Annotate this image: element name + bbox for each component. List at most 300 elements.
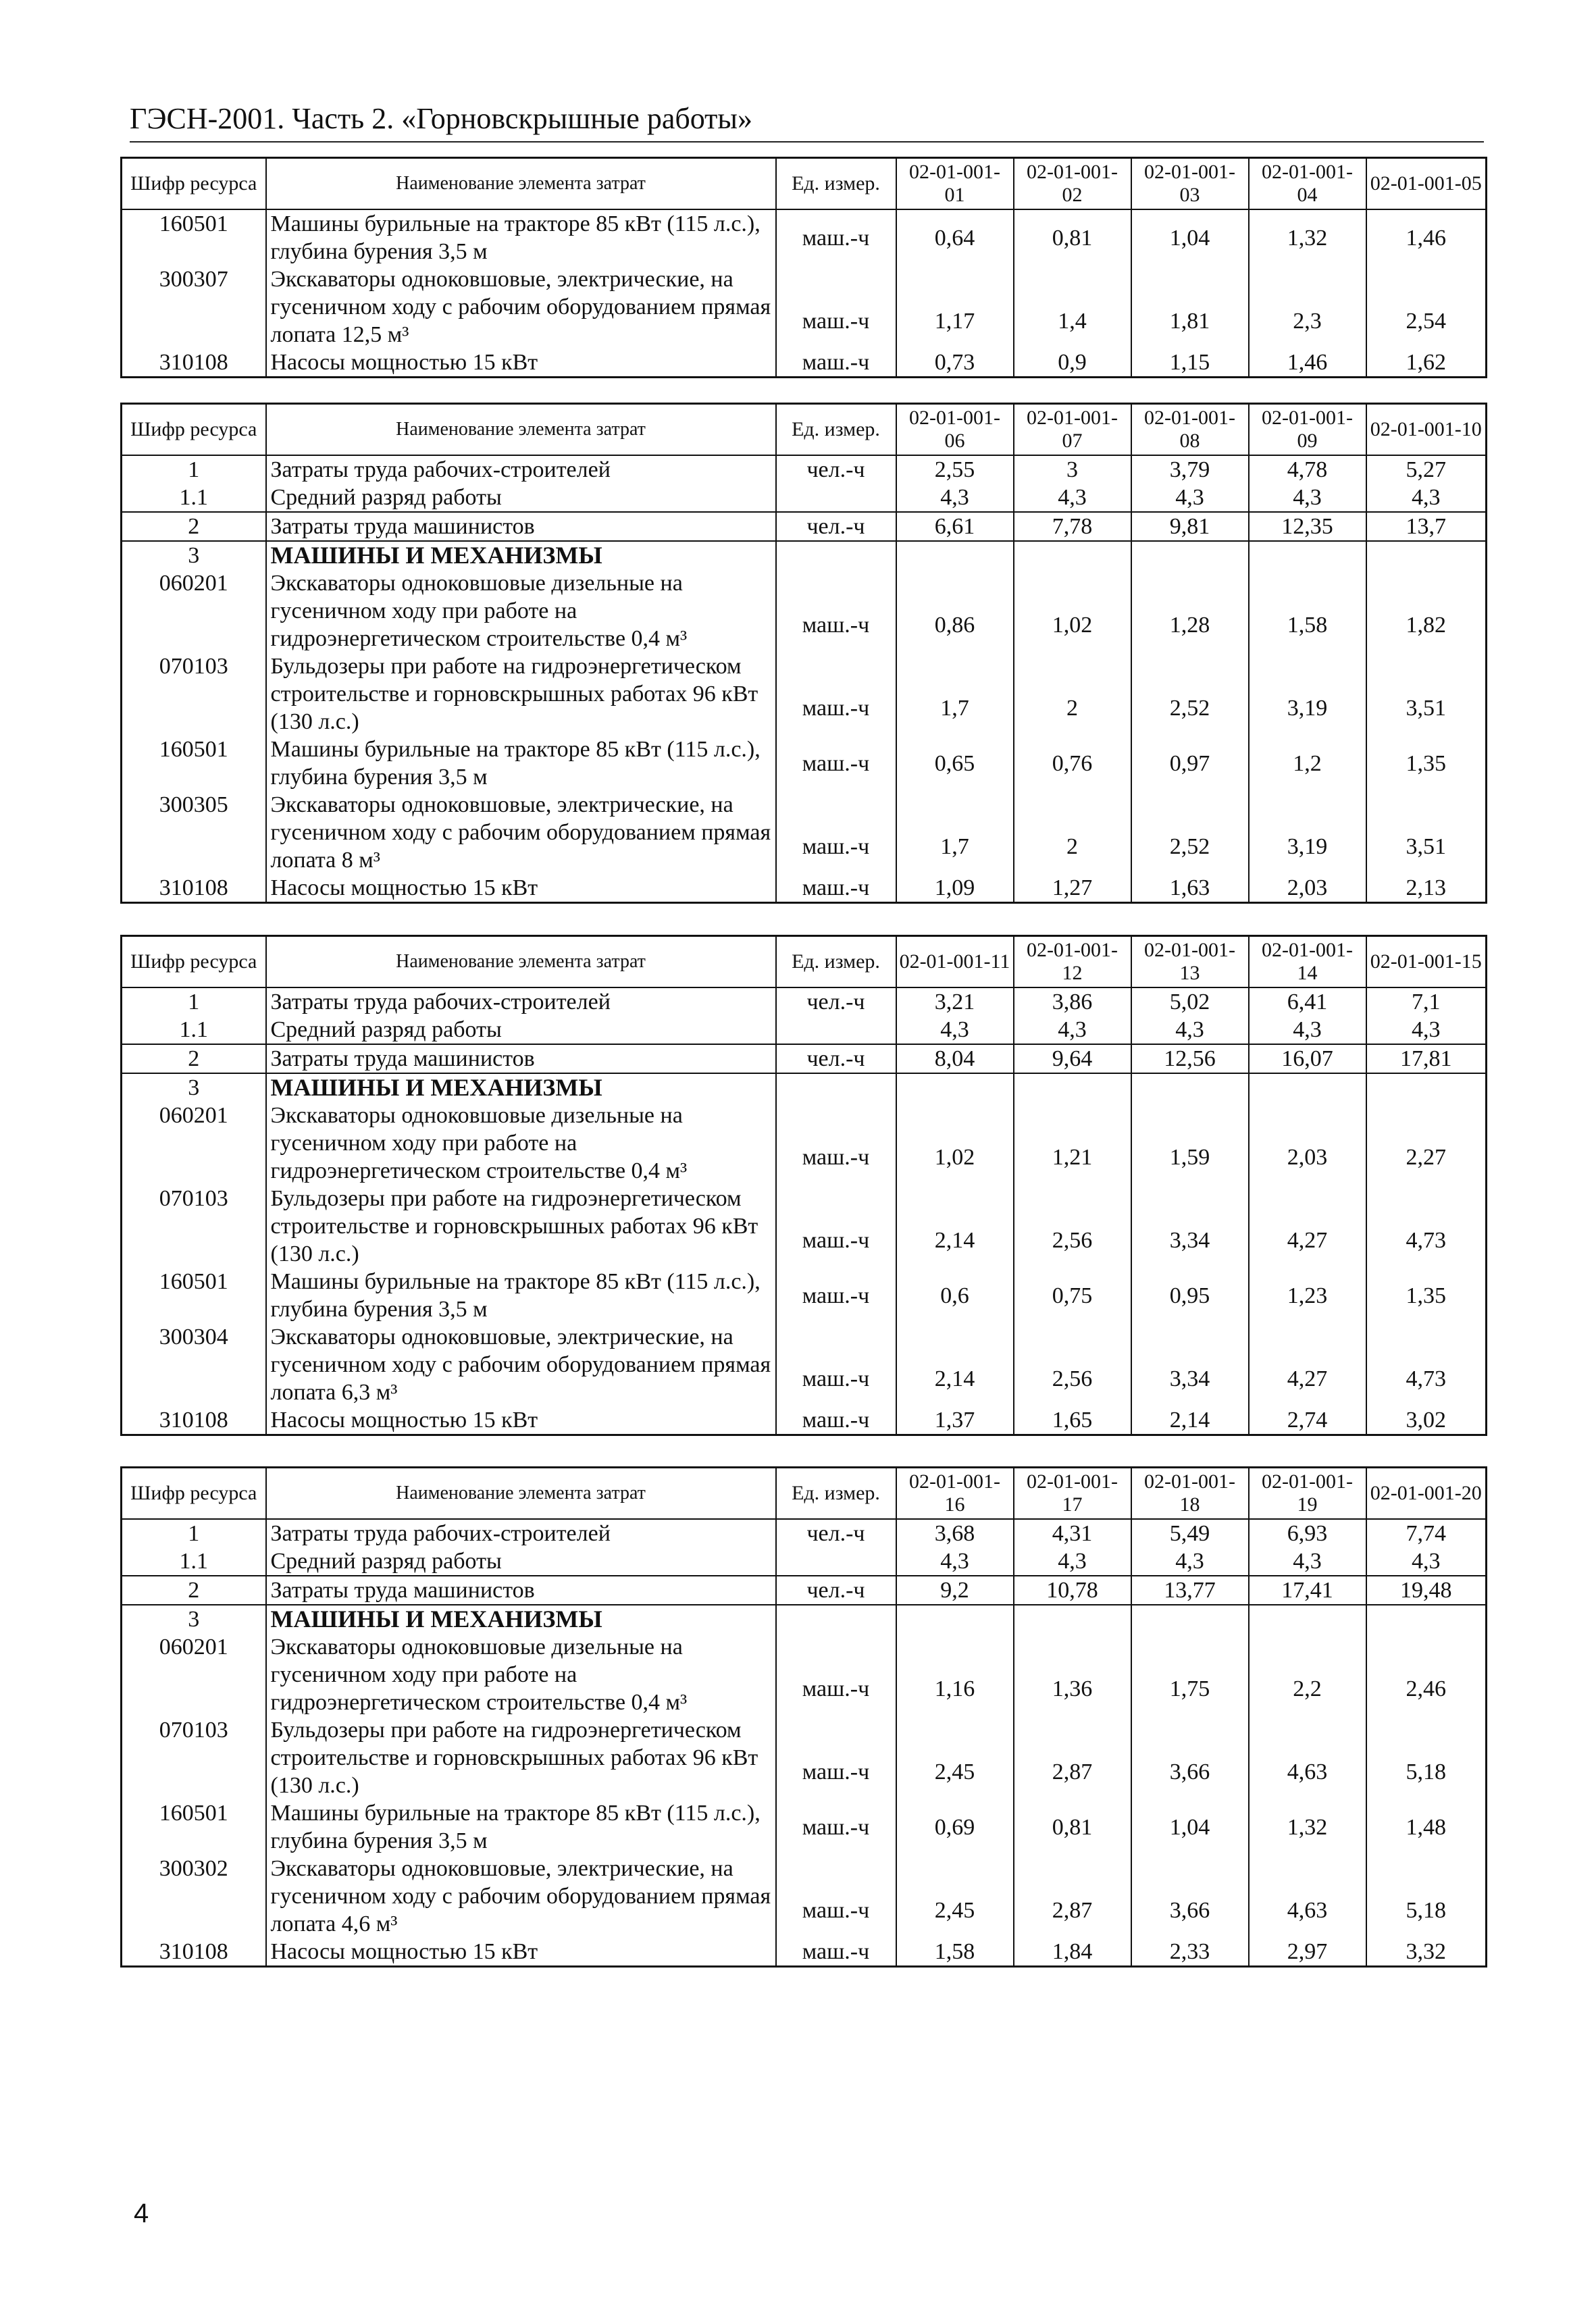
norm-value: 3,51: [1406, 696, 1446, 721]
resource-code: 1: [122, 455, 266, 484]
table-row: [122, 455, 1487, 484]
unit: маш.-ч: [776, 1716, 896, 1799]
unit: [776, 484, 896, 512]
header-resource-code: Шифр ресурса: [122, 1468, 266, 1520]
table-row: [122, 541, 1487, 569]
norm-value: 3,32: [1406, 1939, 1446, 1964]
header-norm-code: 02-01-001-13: [1131, 936, 1249, 988]
norm-value: [1131, 1605, 1249, 1633]
norm-value: 3,19: [1249, 652, 1366, 736]
norm-value: 4,3: [1249, 1547, 1366, 1576]
norm-value: 7,1: [1412, 989, 1441, 1014]
norm-value: 4,3: [1131, 1016, 1249, 1044]
unit: маш.-ч: [776, 349, 896, 378]
norm-value: 4,63: [1249, 1716, 1366, 1799]
header-row: [122, 1468, 1487, 1520]
table-row: [122, 1633, 1487, 1716]
element-name: Экскаваторы одноковшовые дизельные на гусеничном ходу при работе на гидроэнергетическом строительстве 0,4 м³: [266, 569, 776, 652]
resource-code: 300307: [122, 265, 266, 349]
norm-value: 2,97: [1249, 1938, 1366, 1967]
norm-value: 5,49: [1131, 1519, 1249, 1547]
table-row: [122, 1323, 1487, 1406]
norm-value: 4,73: [1406, 1366, 1446, 1391]
unit: чел.-ч: [776, 1519, 896, 1547]
norm-value: 4,31: [1014, 1519, 1131, 1547]
norm-value: 5,18: [1406, 1898, 1446, 1923]
table-row: [122, 569, 1487, 652]
norm-value: 2,87: [1014, 1855, 1131, 1938]
table-row: [122, 512, 1487, 541]
norm-value: [1014, 1605, 1131, 1633]
norm-value: 1,7: [896, 652, 1014, 736]
norm-value: 0,6: [896, 1268, 1014, 1323]
header-norm-code: 02-01-001-18: [1131, 1468, 1249, 1520]
table-row: [122, 1716, 1487, 1799]
norm-value: 7,78: [1014, 512, 1131, 541]
header-norm-code: 02-01-001-09: [1249, 404, 1366, 456]
header-element-name: Наименование элемента затрат: [266, 1468, 776, 1520]
norm-value: 1,32: [1249, 209, 1366, 265]
unit: [776, 1605, 896, 1633]
norm-value: 4,3: [896, 1547, 1014, 1576]
norm-value: 16,07: [1249, 1044, 1366, 1073]
header-norm-code: 02-01-001-06: [896, 404, 1014, 456]
norm-value: 1,17: [896, 265, 1014, 349]
norm-value: 2: [1014, 791, 1131, 874]
header-norm-code: 02-01-001-04: [1249, 158, 1366, 210]
resource-code: 160501: [122, 1799, 266, 1855]
resource-code: 2: [122, 512, 266, 541]
norm-value: 0,97: [1131, 736, 1249, 791]
unit: маш.-ч: [776, 1185, 896, 1268]
norm-value: 5,27: [1406, 457, 1446, 482]
resource-code: 310108: [122, 1938, 266, 1967]
norm-value: 1,81: [1131, 265, 1249, 349]
norm-value: 1,35: [1406, 1283, 1446, 1308]
table-row: [122, 652, 1487, 736]
norm-value: 10,78: [1014, 1576, 1131, 1605]
element-name: Средний разряд работы: [266, 1016, 776, 1044]
unit: [776, 1016, 896, 1044]
resource-code: 1: [122, 987, 266, 1016]
header-unit: Ед. измер.: [776, 404, 896, 456]
table-row: [122, 1044, 1487, 1073]
element-name: Насосы мощностью 15 кВт: [266, 349, 776, 378]
norm-value: 0,95: [1131, 1268, 1249, 1323]
unit: чел.-ч: [776, 1576, 896, 1605]
norm-value: 3,79: [1131, 455, 1249, 484]
norm-value: 3,66: [1131, 1855, 1249, 1938]
norm-value: 2,3: [1249, 265, 1366, 349]
norm-value: 4,3: [896, 484, 1014, 512]
norm-value: 1,16: [896, 1633, 1014, 1716]
norm-value: 4,3: [1014, 1016, 1131, 1044]
norm-value: 0,9: [1014, 349, 1131, 378]
norm-value: 0,65: [896, 736, 1014, 791]
header-norm-code: 02-01-001-02: [1014, 158, 1131, 210]
table-row: [122, 209, 1487, 265]
norm-value: 2,45: [896, 1716, 1014, 1799]
norm-table: [120, 157, 1487, 378]
norm-value: [1366, 1073, 1487, 1102]
norm-value: 2,14: [896, 1185, 1014, 1268]
header-norm-code: 02-01-001-01: [896, 158, 1014, 210]
document-title: ГЭСН-2001. Часть 2. «Горновскрышные работы»: [130, 102, 752, 135]
table-row: [122, 484, 1487, 512]
norm-value: 9,2: [896, 1576, 1014, 1605]
norm-value: 1,46: [1406, 226, 1446, 251]
page-number: 4: [134, 2199, 149, 2228]
element-name: Машины бурильные на тракторе 85 кВт (115 л.с.), глубина бурения 3,5 м: [266, 1799, 776, 1855]
header-unit: Ед. измер.: [776, 158, 896, 210]
unit: маш.-ч: [776, 1102, 896, 1185]
header-norm-code: 02-01-001-16: [896, 1468, 1014, 1520]
norm-value: 2,13: [1406, 875, 1446, 900]
unit: маш.-ч: [776, 1799, 896, 1855]
norm-value: 0,69: [896, 1799, 1014, 1855]
norm-value: 3,34: [1131, 1323, 1249, 1406]
header-norm-code: 02-01-001-17: [1014, 1468, 1131, 1520]
header-norm-code: 02-01-001-10: [1366, 404, 1487, 456]
unit: маш.-ч: [776, 652, 896, 736]
resource-code: 2: [122, 1576, 266, 1605]
resource-code: 060201: [122, 569, 266, 652]
norm-value: 2,56: [1014, 1323, 1131, 1406]
norm-value: 3,21: [896, 987, 1014, 1016]
unit: чел.-ч: [776, 455, 896, 484]
norm-value: 6,41: [1249, 987, 1366, 1016]
header-resource-code: Шифр ресурса: [122, 158, 266, 210]
norm-value: 1,04: [1131, 209, 1249, 265]
norm-value: 5,18: [1406, 1759, 1446, 1784]
unit: маш.-ч: [776, 1323, 896, 1406]
header-element-name: Наименование элемента затрат: [266, 158, 776, 210]
resource-code: 1.1: [122, 484, 266, 512]
norm-value: 1,21: [1014, 1102, 1131, 1185]
element-name: Насосы мощностью 15 кВт: [266, 874, 776, 903]
norm-value: 17,81: [1366, 1044, 1487, 1073]
norm-value: 1,59: [1131, 1102, 1249, 1185]
element-name: Экскаваторы одноковшовые, электрические, на гусеничном ходу с рабочим оборудованием прямая лопата 8 м³: [266, 791, 776, 874]
element-name: Экскаваторы одноковшовые, электрические, на гусеничном ходу с рабочим оборудованием прямая лопата 6,3 м³: [266, 1323, 776, 1406]
norm-value: 2,55: [896, 455, 1014, 484]
resource-code: 310108: [122, 1406, 266, 1435]
unit: маш.-ч: [776, 209, 896, 265]
table-row: [122, 265, 1487, 349]
norm-table-3: [120, 935, 1485, 1436]
table-row: [122, 1605, 1487, 1633]
resource-code: 300304: [122, 1323, 266, 1406]
norm-value: 1,4: [1014, 265, 1131, 349]
norm-value: 3,02: [1406, 1408, 1446, 1433]
norm-value: 9,81: [1131, 512, 1249, 541]
element-name: Насосы мощностью 15 кВт: [266, 1938, 776, 1967]
norm-value: 1,58: [896, 1938, 1014, 1967]
norm-value: 0,76: [1014, 736, 1131, 791]
norm-value: 0,73: [896, 349, 1014, 378]
header-norm-code: 02-01-001-03: [1131, 158, 1249, 210]
table-row: [122, 349, 1487, 378]
norm-value: 4,3: [1131, 484, 1249, 512]
norm-value: 1,84: [1014, 1938, 1131, 1967]
norm-value: 4,3: [1412, 1017, 1441, 1042]
header-norm-code: 02-01-001-07: [1014, 404, 1131, 456]
unit: маш.-ч: [776, 1855, 896, 1938]
resource-code: 3: [122, 1073, 266, 1102]
norm-value: [896, 541, 1014, 569]
header-row: [122, 936, 1487, 988]
header-norm-code: 02-01-001-15: [1366, 936, 1487, 988]
norm-value: 4,63: [1249, 1855, 1366, 1938]
norm-table-2: [120, 403, 1485, 904]
unit: [776, 541, 896, 569]
norm-value: [1249, 541, 1366, 569]
norm-value: 1,27: [1014, 874, 1131, 903]
norm-value: 2,45: [896, 1855, 1014, 1938]
header-resource-code: Шифр ресурса: [122, 936, 266, 988]
header-element-name: Наименование элемента затрат: [266, 936, 776, 988]
norm-value: 2,74: [1249, 1406, 1366, 1435]
norm-value: 2,56: [1014, 1185, 1131, 1268]
norm-value: 1,46: [1249, 349, 1366, 378]
norm-value: 7,74: [1406, 1521, 1446, 1546]
resource-code: 300305: [122, 791, 266, 874]
norm-value: [1366, 541, 1487, 569]
unit: маш.-ч: [776, 265, 896, 349]
norm-value: 4,3: [1249, 1016, 1366, 1044]
norm-value: 2,52: [1131, 652, 1249, 736]
norm-value: 1,02: [896, 1102, 1014, 1185]
norm-value: 0,86: [896, 569, 1014, 652]
norm-table: [120, 1466, 1487, 1968]
norm-value: 1,65: [1014, 1406, 1131, 1435]
norm-value: 4,78: [1249, 455, 1366, 484]
element-name: Средний разряд работы: [266, 1547, 776, 1576]
unit: чел.-ч: [776, 1044, 896, 1073]
norm-value: 3,86: [1014, 987, 1131, 1016]
norm-value: 1,2: [1249, 736, 1366, 791]
norm-value: [1014, 541, 1131, 569]
norm-value: 2,46: [1406, 1676, 1446, 1701]
resource-code: 160501: [122, 736, 266, 791]
norm-value: 2,14: [1131, 1406, 1249, 1435]
element-name: Машины бурильные на тракторе 85 кВт (115 л.с.), глубина бурения 3,5 м: [266, 736, 776, 791]
resource-code: 160501: [122, 1268, 266, 1323]
norm-value: 6,93: [1249, 1519, 1366, 1547]
norm-value: 5,02: [1131, 987, 1249, 1016]
norm-value: 2,33: [1131, 1938, 1249, 1967]
norm-value: 2,2: [1249, 1633, 1366, 1716]
norm-value: 2,52: [1131, 791, 1249, 874]
element-name: Затраты труда машинистов: [266, 1044, 776, 1073]
norm-value: 4,27: [1249, 1185, 1366, 1268]
norm-value: [1131, 541, 1249, 569]
header-norm-code: 02-01-001-11: [896, 936, 1014, 988]
element-name: Затраты труда рабочих-строителей: [266, 1519, 776, 1547]
norm-value: 9,64: [1014, 1044, 1131, 1073]
norm-value: 0,75: [1014, 1268, 1131, 1323]
norm-table: [120, 403, 1487, 904]
resource-code: 1.1: [122, 1547, 266, 1576]
norm-value: 0,81: [1014, 1799, 1131, 1855]
norm-value: 1,15: [1131, 349, 1249, 378]
norm-value: 1,58: [1249, 569, 1366, 652]
table-row: [122, 1406, 1487, 1435]
table-row: [122, 1102, 1487, 1185]
norm-value: [1014, 1073, 1131, 1102]
element-name: Затраты труда машинистов: [266, 512, 776, 541]
norm-table: [120, 935, 1487, 1436]
resource-code: 3: [122, 1605, 266, 1633]
norm-value: 0,81: [1014, 209, 1131, 265]
element-name: Машины бурильные на тракторе 85 кВт (115 л.с.), глубина бурения 3,5 м: [266, 1268, 776, 1323]
norm-value: 4,3: [1014, 484, 1131, 512]
norm-value: 4,73: [1406, 1228, 1446, 1253]
table-row: [122, 1185, 1487, 1268]
unit: маш.-ч: [776, 1268, 896, 1323]
unit: маш.-ч: [776, 1633, 896, 1716]
norm-value: 13,7: [1366, 512, 1487, 541]
norm-value: 1,09: [896, 874, 1014, 903]
norm-value: 2,14: [896, 1323, 1014, 1406]
table-row: [122, 1855, 1487, 1938]
header-norm-code: 02-01-001-08: [1131, 404, 1249, 456]
norm-value: 2,03: [1249, 1102, 1366, 1185]
norm-value: 4,3: [1412, 1549, 1441, 1574]
element-name: Затраты труда машинистов: [266, 1576, 776, 1605]
unit: маш.-ч: [776, 569, 896, 652]
norm-value: 1,62: [1406, 350, 1446, 375]
element-name: Машины бурильные на тракторе 85 кВт (115 л.с.), глубина бурения 3,5 м: [266, 209, 776, 265]
norm-value: [896, 1605, 1014, 1633]
table-row: [122, 1073, 1487, 1102]
norm-value: 1,32: [1249, 1799, 1366, 1855]
table-row: [122, 874, 1487, 903]
norm-value: 0,64: [896, 209, 1014, 265]
norm-value: 1,7: [896, 791, 1014, 874]
norm-value: 3,66: [1131, 1716, 1249, 1799]
unit: маш.-ч: [776, 791, 896, 874]
norm-value: 3,34: [1131, 1185, 1249, 1268]
norm-value: 1,28: [1131, 569, 1249, 652]
resource-code: 3: [122, 541, 266, 569]
resource-code: 310108: [122, 874, 266, 903]
header-row: [122, 404, 1487, 456]
element-name: Бульдозеры при работе на гидроэнергетическом строительстве и горновскрышных работах 96 кВт (130 л.с.): [266, 652, 776, 736]
element-name: Затраты труда рабочих-строителей: [266, 455, 776, 484]
norm-value: 3,51: [1406, 834, 1446, 859]
header-unit: Ед. измер.: [776, 1468, 896, 1520]
unit: чел.-ч: [776, 512, 896, 541]
norm-value: 1,75: [1131, 1633, 1249, 1716]
header-norm-code: 02-01-001-05: [1366, 158, 1487, 210]
norm-value: 13,77: [1131, 1576, 1249, 1605]
table-row: [122, 1016, 1487, 1044]
element-name: МАШИНЫ И МЕХАНИЗМЫ: [266, 541, 776, 569]
header-norm-code: 02-01-001-20: [1366, 1468, 1487, 1520]
norm-value: [1249, 1073, 1366, 1102]
element-name: Затраты труда рабочих-строителей: [266, 987, 776, 1016]
norm-value: 1,02: [1014, 569, 1131, 652]
element-name: Насосы мощностью 15 кВт: [266, 1406, 776, 1435]
resource-code: 300302: [122, 1855, 266, 1938]
resource-code: 1: [122, 1519, 266, 1547]
element-name: Бульдозеры при работе на гидроэнергетическом строительстве и горновскрышных работах 96 кВт (130 л.с.): [266, 1716, 776, 1799]
norm-value: 2,54: [1406, 309, 1446, 334]
norm-value: [1366, 1605, 1487, 1633]
element-name: Экскаваторы одноковшовые дизельные на гусеничном ходу при работе на гидроэнергетическом строительстве 0,4 м³: [266, 1102, 776, 1185]
resource-code: 2: [122, 1044, 266, 1073]
norm-value: 4,3: [1014, 1547, 1131, 1576]
table-row: [122, 791, 1487, 874]
norm-table-1: [120, 157, 1485, 378]
unit: маш.-ч: [776, 1938, 896, 1967]
table-row: [122, 987, 1487, 1016]
table-row: [122, 1547, 1487, 1576]
header-norm-code: 02-01-001-19: [1249, 1468, 1366, 1520]
element-name: Экскаваторы одноковшовые дизельные на гусеничном ходу при работе на гидроэнергетическом строительстве 0,4 м³: [266, 1633, 776, 1716]
table-row: [122, 1938, 1487, 1967]
table-row: [122, 736, 1487, 791]
norm-value: 2,03: [1249, 874, 1366, 903]
table-row: [122, 1519, 1487, 1547]
resource-code: 070103: [122, 652, 266, 736]
resource-code: 060201: [122, 1102, 266, 1185]
table-row: [122, 1268, 1487, 1323]
resource-code: 070103: [122, 1716, 266, 1799]
element-name: Бульдозеры при работе на гидроэнергетическом строительстве и горновскрышных работах 96 кВт (130 л.с.): [266, 1185, 776, 1268]
header-row: [122, 158, 1487, 210]
page-header: [130, 101, 1484, 143]
norm-value: 1,48: [1406, 1815, 1446, 1840]
norm-value: 3,68: [896, 1519, 1014, 1547]
unit: маш.-ч: [776, 874, 896, 903]
table-row: [122, 1576, 1487, 1605]
norm-value: [1131, 1073, 1249, 1102]
norm-value: 6,61: [896, 512, 1014, 541]
norm-value: 1,63: [1131, 874, 1249, 903]
unit: [776, 1547, 896, 1576]
unit: маш.-ч: [776, 736, 896, 791]
norm-value: 3,19: [1249, 791, 1366, 874]
norm-value: 8,04: [896, 1044, 1014, 1073]
header-norm-code: 02-01-001-12: [1014, 936, 1131, 988]
norm-value: [1249, 1605, 1366, 1633]
norm-value: 2: [1014, 652, 1131, 736]
unit: маш.-ч: [776, 1406, 896, 1435]
norm-value: 17,41: [1249, 1576, 1366, 1605]
norm-value: 4,3: [1249, 484, 1366, 512]
unit: чел.-ч: [776, 987, 896, 1016]
resource-code: 1.1: [122, 1016, 266, 1044]
unit: [776, 1073, 896, 1102]
header-resource-code: Шифр ресурса: [122, 404, 266, 456]
norm-value: 1,04: [1131, 1799, 1249, 1855]
table-row: [122, 1799, 1487, 1855]
resource-code: 160501: [122, 209, 266, 265]
norm-value: 1,82: [1406, 613, 1446, 638]
norm-value: 2,27: [1406, 1145, 1446, 1170]
norm-value: 1,37: [896, 1406, 1014, 1435]
header-norm-code: 02-01-001-14: [1249, 936, 1366, 988]
norm-value: 4,3: [1131, 1547, 1249, 1576]
norm-value: 4,27: [1249, 1323, 1366, 1406]
element-name: Средний разряд работы: [266, 484, 776, 512]
norm-value: 4,3: [1412, 485, 1441, 510]
norm-value: [896, 1073, 1014, 1102]
resource-code: 310108: [122, 349, 266, 378]
norm-value: 1,36: [1014, 1633, 1131, 1716]
